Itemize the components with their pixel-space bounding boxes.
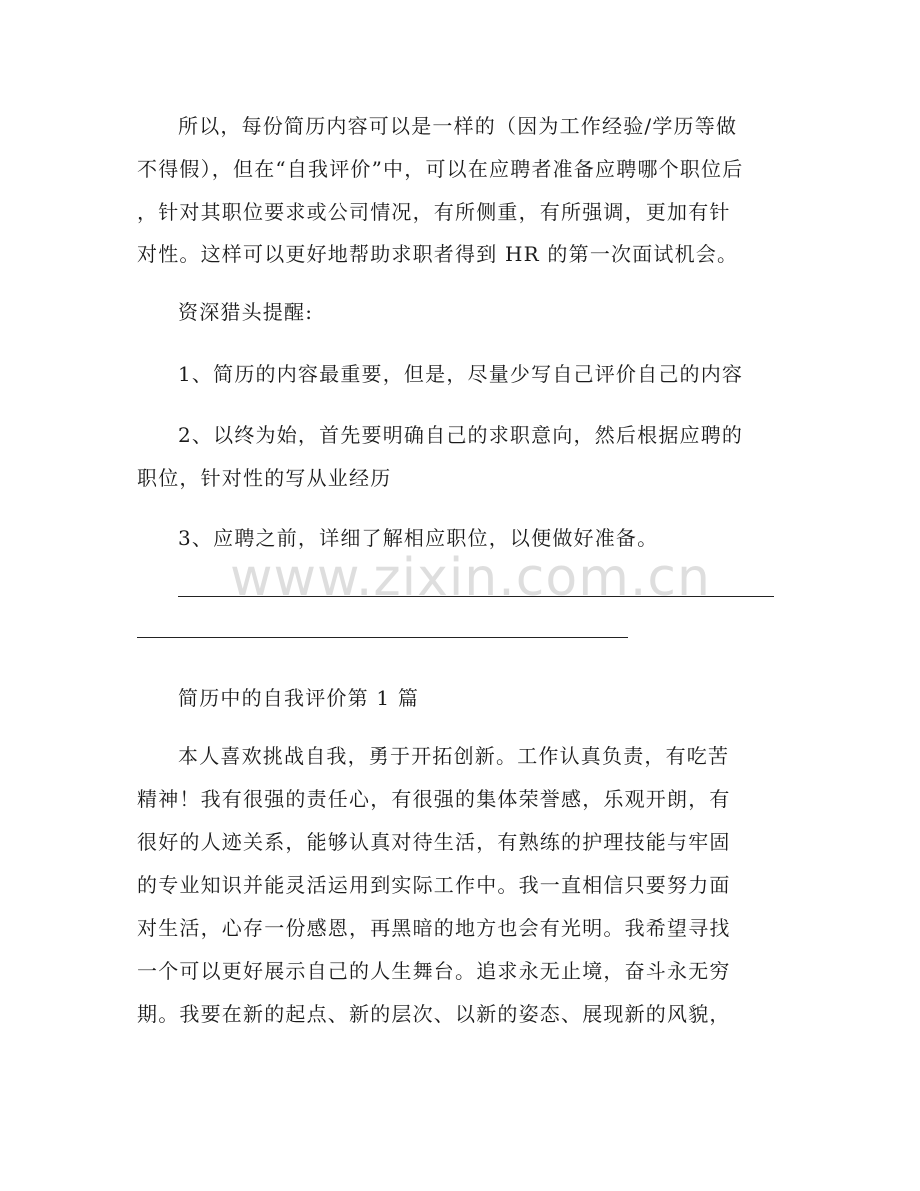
- paragraph-line: 本人喜欢挑战自我，勇于开拓创新。工作认真负责，有吃苦: [178, 744, 730, 768]
- watermark: www.zixin.com.cn: [230, 548, 711, 608]
- tip-item-3: 3、应聘之前，详细了解相应职位，以便做好准备。: [178, 526, 659, 550]
- tip-item-2-continued: 职位，针对性的写从业经历: [137, 466, 392, 490]
- paragraph-line: 一个可以更好展示自己的人生舞台。追求永无止境，奋斗永无穷: [137, 959, 731, 983]
- tip-item-2: 2、以终为始，首先要明确自己的求职意向，然后根据应聘的: [178, 423, 744, 447]
- divider-line: [178, 596, 774, 597]
- paragraph-line: 精神！我有很强的责任心，有很强的集体荣誉感，乐观开朗，有: [137, 787, 731, 811]
- paragraph-line: 不得假），但在“自我评价”中，可以在应聘者准备应聘哪个职位后: [137, 157, 744, 181]
- tip-item-1: 1、简历的内容最重要，但是，尽量少写自己评价自己的内容: [178, 362, 744, 386]
- paragraph-line: ，针对其职位要求或公司情况，有所侧重，有所强调，更加有针: [137, 200, 731, 224]
- divider-line: [137, 637, 628, 638]
- paragraph-line: 对生活，心存一份感恩，再黑暗的地方也会有光明。我希望寻找: [137, 916, 731, 940]
- paragraph-line: 所以，每份简历内容可以是一样的（因为工作经验/学历等做: [178, 114, 738, 138]
- tips-heading: 资深猎头提醒:: [178, 300, 314, 324]
- paragraph-line: 期。我要在新的起点、新的层次、以新的姿态、展现新的风貌，: [137, 1002, 731, 1026]
- paragraph-line: 对性。这样可以更好地帮助求职者得到 HR 的第一次面试机会。: [137, 242, 739, 266]
- paragraph-line: 很好的人迹关系，能够认真对待生活，有熟练的护理技能与牢固: [137, 830, 731, 854]
- section-title: 简历中的自我评价第 1 篇: [178, 686, 420, 710]
- paragraph-line: 的专业知识并能灵活运用到实际工作中。我一直相信只要努力面: [137, 873, 731, 897]
